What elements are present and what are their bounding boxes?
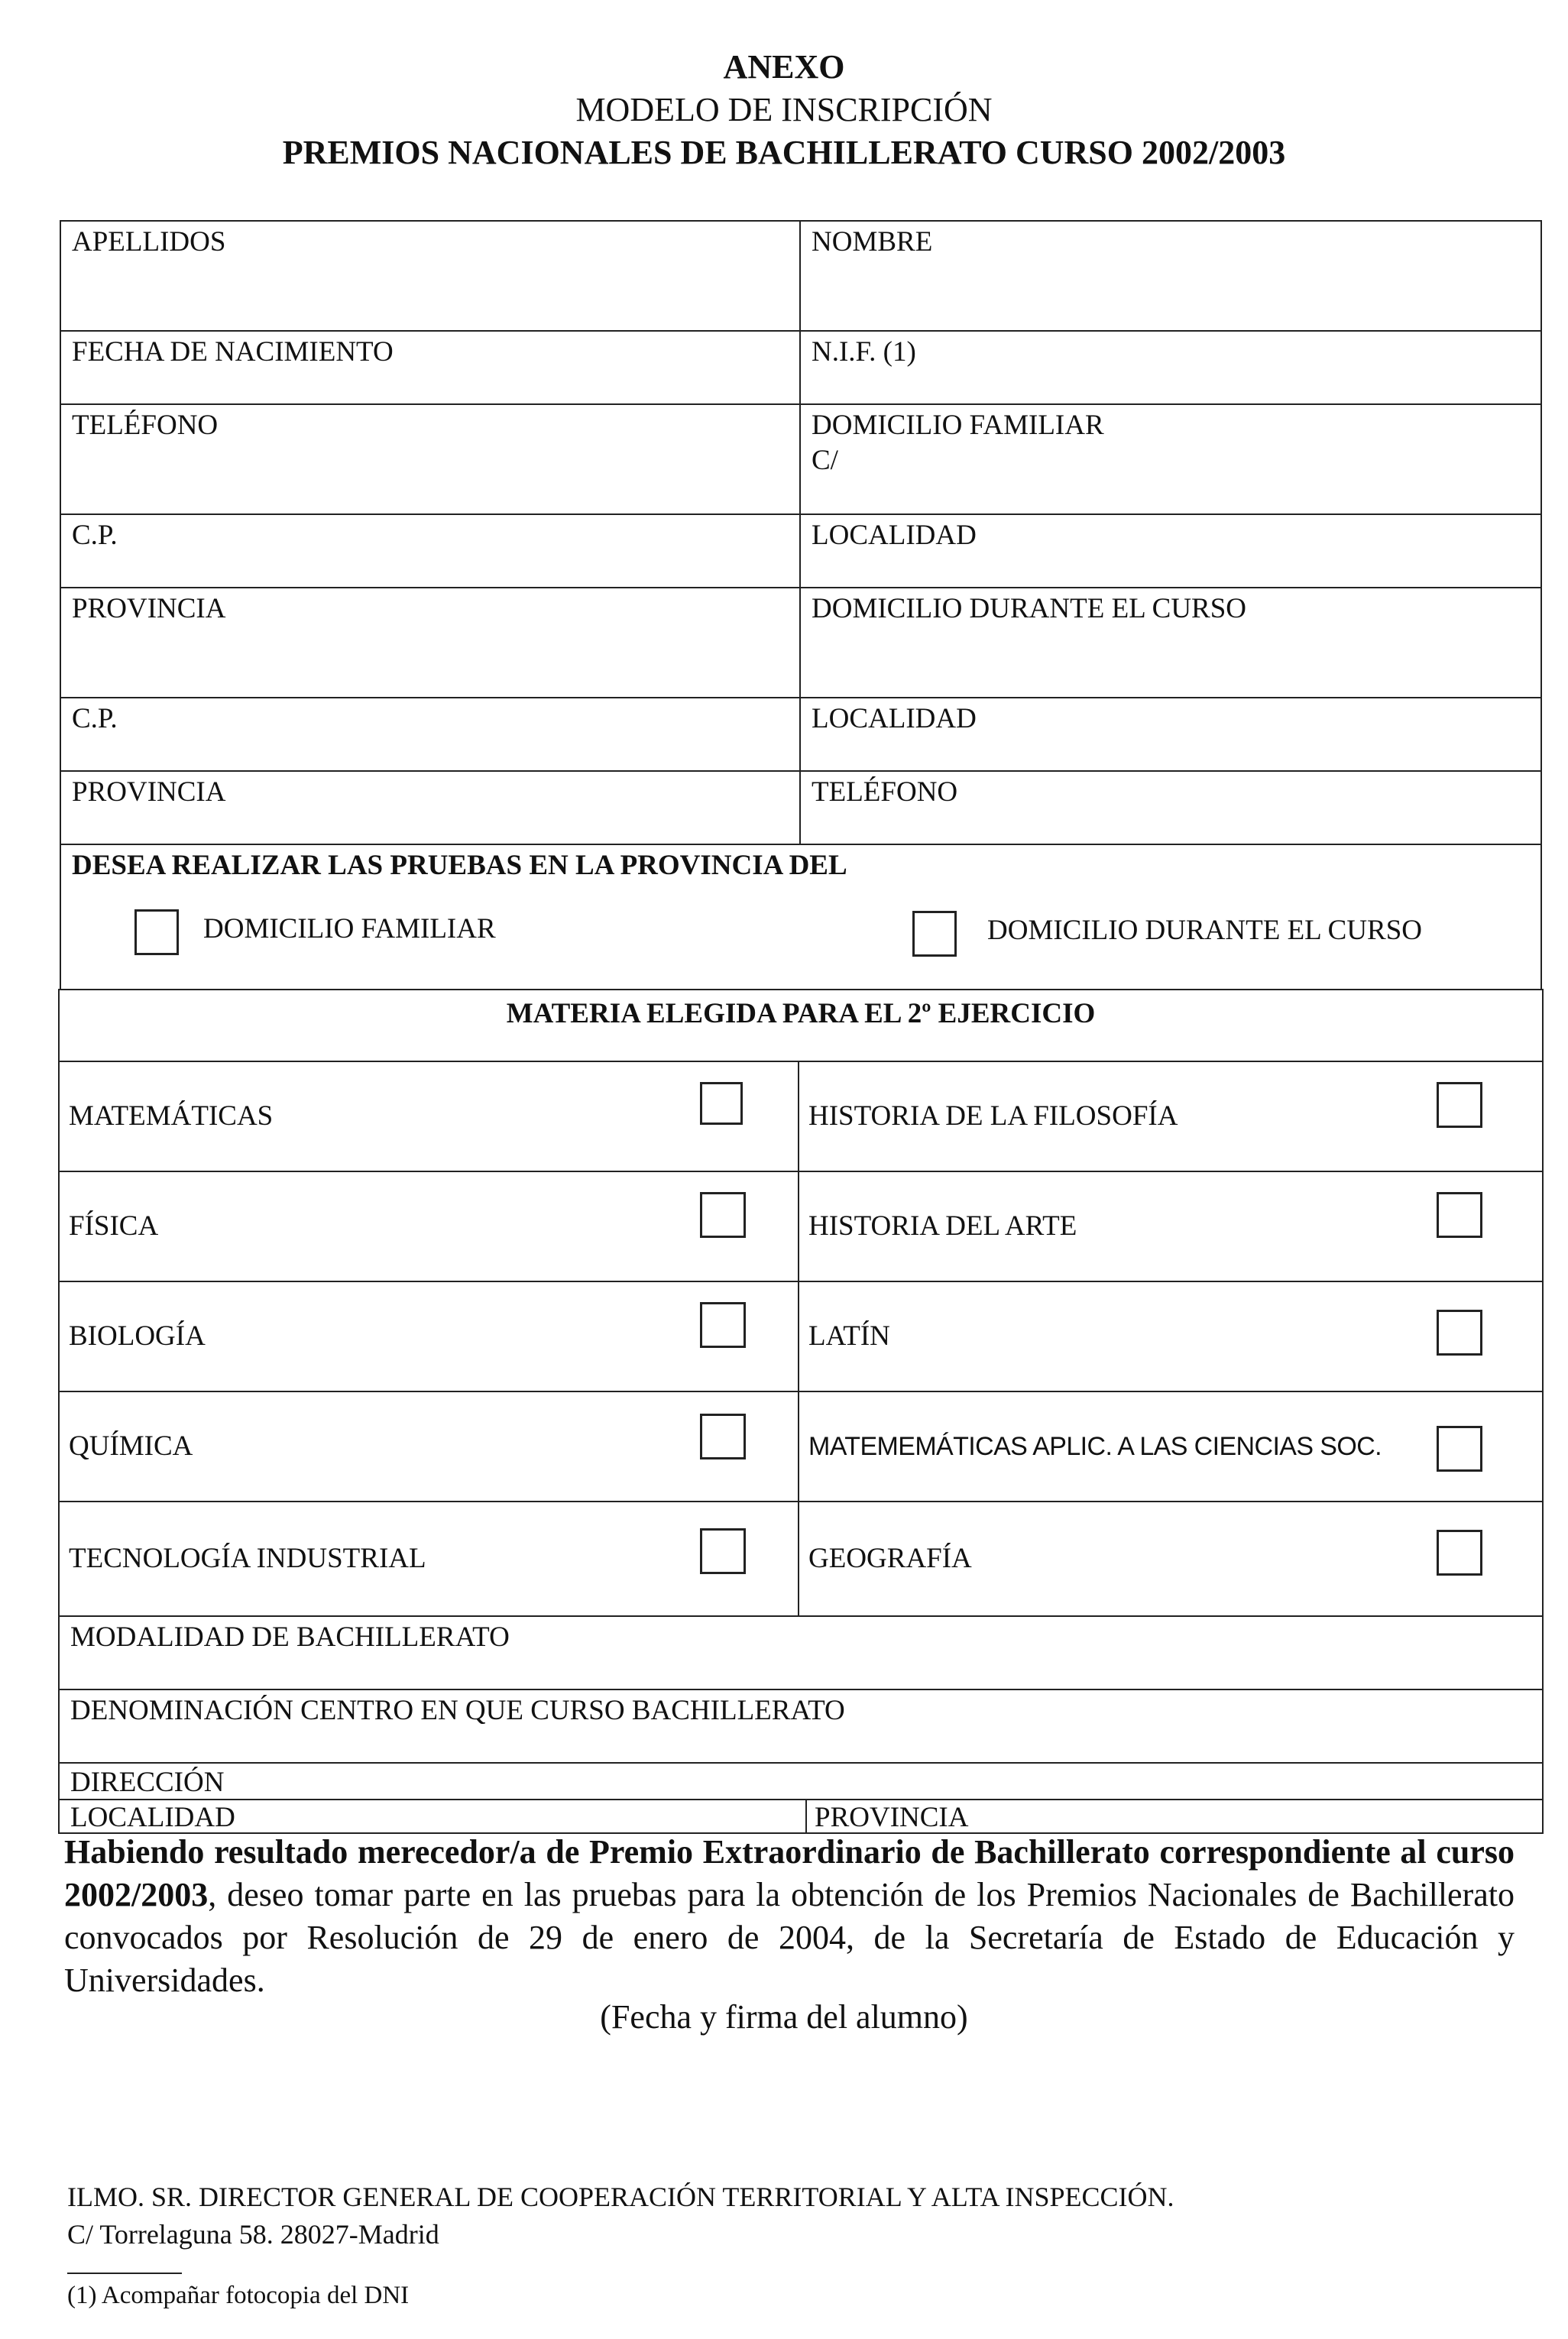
materia-right-label: MATEMEMÁTICAS APLIC. A LAS CIENCIAS SOC. <box>808 1431 1382 1461</box>
materia-right-label: GEOGRAFÍA <box>808 1542 972 1574</box>
form-heading: PREMIOS NACIONALES DE BACHILLERATO CURSO 2002/2003 <box>282 134 1286 171</box>
recipient-address: C/ Torrelaguna 58. 28027-Madrid <box>67 2219 439 2250</box>
domicilio-familiar-checkbox[interactable] <box>134 909 179 955</box>
footnote-text: (1) Acompañar fotocopia del DNI <box>67 2282 410 2309</box>
materia-right-1 <box>798 1061 1544 1172</box>
provincia-centro-field[interactable] <box>805 1799 1544 1834</box>
nif-label: N.I.F. (1) <box>812 336 916 368</box>
biologia-checkbox[interactable] <box>700 1302 746 1348</box>
latin-checkbox[interactable] <box>1437 1310 1482 1356</box>
materia-left-label: BIOLOGÍA <box>69 1320 206 1352</box>
historia-filosofia-checkbox[interactable] <box>1437 1082 1482 1128</box>
calle-label: C/ <box>812 445 838 476</box>
materia-left-label: MATEMÁTICAS <box>69 1100 274 1132</box>
materia-left-5 <box>58 1501 799 1617</box>
matematicas-checkbox[interactable] <box>700 1082 743 1125</box>
cp-curso-label: C.P. <box>72 703 118 734</box>
telefono-field[interactable] <box>60 403 801 515</box>
materia-left-2 <box>58 1171 799 1282</box>
geografia-checkbox[interactable] <box>1437 1530 1482 1576</box>
declaration-bold: Habiendo resultado merecedor/a de Premio Extraordinario de Bachillerato correspondiente al curso 2002/2003 <box>64 1833 1515 1913</box>
fecha-nacimiento-label: FECHA DE NACIMIENTO <box>72 336 394 368</box>
materia-left-3 <box>58 1281 799 1392</box>
materia-left-1 <box>58 1061 799 1172</box>
domicilio-familiar-label: DOMICILIO FAMILIAR <box>812 410 1104 441</box>
modalidad-label: MODALIDAD DE BACHILLERATO <box>70 1621 510 1653</box>
telefono-curso-field[interactable] <box>799 770 1542 845</box>
localidad-curso-label: LOCALIDAD <box>812 703 977 734</box>
recipient-title: ILMO. SR. DIRECTOR GENERAL DE COOPERACIÓN TERRITORIAL Y ALTA INSPECCIÓN. <box>67 2182 1174 2212</box>
materia-left-4 <box>58 1391 799 1502</box>
denominacion-centro-field[interactable] <box>58 1689 1544 1764</box>
fecha-nacimiento-field[interactable] <box>60 330 801 405</box>
pruebas-heading: DESEA REALIZAR LAS PRUEBAS EN LA PROVINCIA DEL <box>72 850 847 881</box>
apellidos-label: APELLIDOS <box>72 226 226 258</box>
provincia-centro-label: PROVINCIA <box>815 1802 969 1833</box>
modalidad-field[interactable] <box>58 1615 1544 1690</box>
declaration-text <box>64 1831 1515 2002</box>
localidad-curso-field[interactable] <box>799 697 1542 772</box>
provincia-curso-field[interactable] <box>60 770 801 845</box>
localidad-centro-label: LOCALIDAD <box>70 1802 235 1833</box>
form-subtitle: MODELO DE INSCRIPCIÓN <box>575 91 993 128</box>
localidad-familiar-field[interactable] <box>799 513 1542 588</box>
materia-right-label: HISTORIA DE LA FILOSOFÍA <box>808 1100 1178 1132</box>
historia-arte-checkbox[interactable] <box>1437 1192 1482 1238</box>
domicilio-curso-label: DOMICILIO DURANTE EL CURSO <box>812 593 1247 624</box>
materia-right-4 <box>798 1391 1544 1502</box>
domicilio-curso-option-label: DOMICILIO DURANTE EL CURSO <box>987 915 1423 946</box>
telefono-curso-label: TELÉFONO <box>812 776 958 808</box>
materia-right-2 <box>798 1171 1544 1282</box>
annex-title: ANEXO <box>723 48 845 86</box>
provincia-curso-label: PROVINCIA <box>72 776 226 808</box>
direccion-field[interactable] <box>58 1762 1544 1800</box>
cp-familiar-field[interactable] <box>60 513 801 588</box>
provincia-familiar-field[interactable] <box>60 587 801 698</box>
materia-right-label: HISTORIA DEL ARTE <box>808 1210 1077 1242</box>
nif-field[interactable] <box>799 330 1542 405</box>
materia-right-3 <box>798 1281 1544 1392</box>
materia-right-label: LATÍN <box>808 1320 890 1352</box>
localidad-centro-field[interactable] <box>58 1799 807 1834</box>
domicilio-familiar-field[interactable] <box>799 403 1542 515</box>
footnote-divider <box>67 2273 182 2274</box>
domicilio-curso-checkbox[interactable] <box>912 911 957 957</box>
fisica-checkbox[interactable] <box>700 1192 746 1238</box>
direccion-label: DIRECCIÓN <box>70 1767 225 1798</box>
materia-heading-row <box>58 989 1544 1062</box>
materia-left-label: TECNOLOGÍA INDUSTRIAL <box>69 1542 426 1574</box>
telefono-label: TELÉFONO <box>72 410 219 441</box>
domicilio-curso-field[interactable] <box>799 587 1542 698</box>
apellidos-field[interactable] <box>60 220 801 332</box>
cp-familiar-label: C.P. <box>72 520 118 551</box>
materia-left-label: FÍSICA <box>69 1210 159 1242</box>
cp-curso-field[interactable] <box>60 697 801 772</box>
quimica-checkbox[interactable] <box>700 1414 746 1459</box>
localidad-familiar-label: LOCALIDAD <box>812 520 977 551</box>
provincia-familiar-label: PROVINCIA <box>72 593 226 624</box>
materia-right-5 <box>798 1501 1544 1617</box>
nombre-field[interactable] <box>799 220 1542 332</box>
domicilio-familiar-option-label: DOMICILIO FAMILIAR <box>203 913 496 944</box>
materia-heading: MATERIA ELEGIDA PARA EL 2º EJERCICIO <box>506 998 1096 1029</box>
matematicas-ccss-checkbox[interactable] <box>1437 1426 1482 1472</box>
nombre-label: NOMBRE <box>812 226 933 258</box>
tecnologia-checkbox[interactable] <box>700 1528 746 1574</box>
declaration-rest: , deseo tomar parte en las pruebas para la obtención de los Premios Nacionales de Bachillerato convocados por Resolución de 29 de enero de 2004, de la Secretaría de Estado de Educación y Universidades. <box>64 1876 1515 1999</box>
materia-left-label: QUÍMICA <box>69 1430 193 1462</box>
denominacion-centro-label: DENOMINACIÓN CENTRO EN QUE CURSO BACHILLERATO <box>70 1695 845 1726</box>
signature-caption: (Fecha y firma del alumno) <box>600 1998 968 2036</box>
